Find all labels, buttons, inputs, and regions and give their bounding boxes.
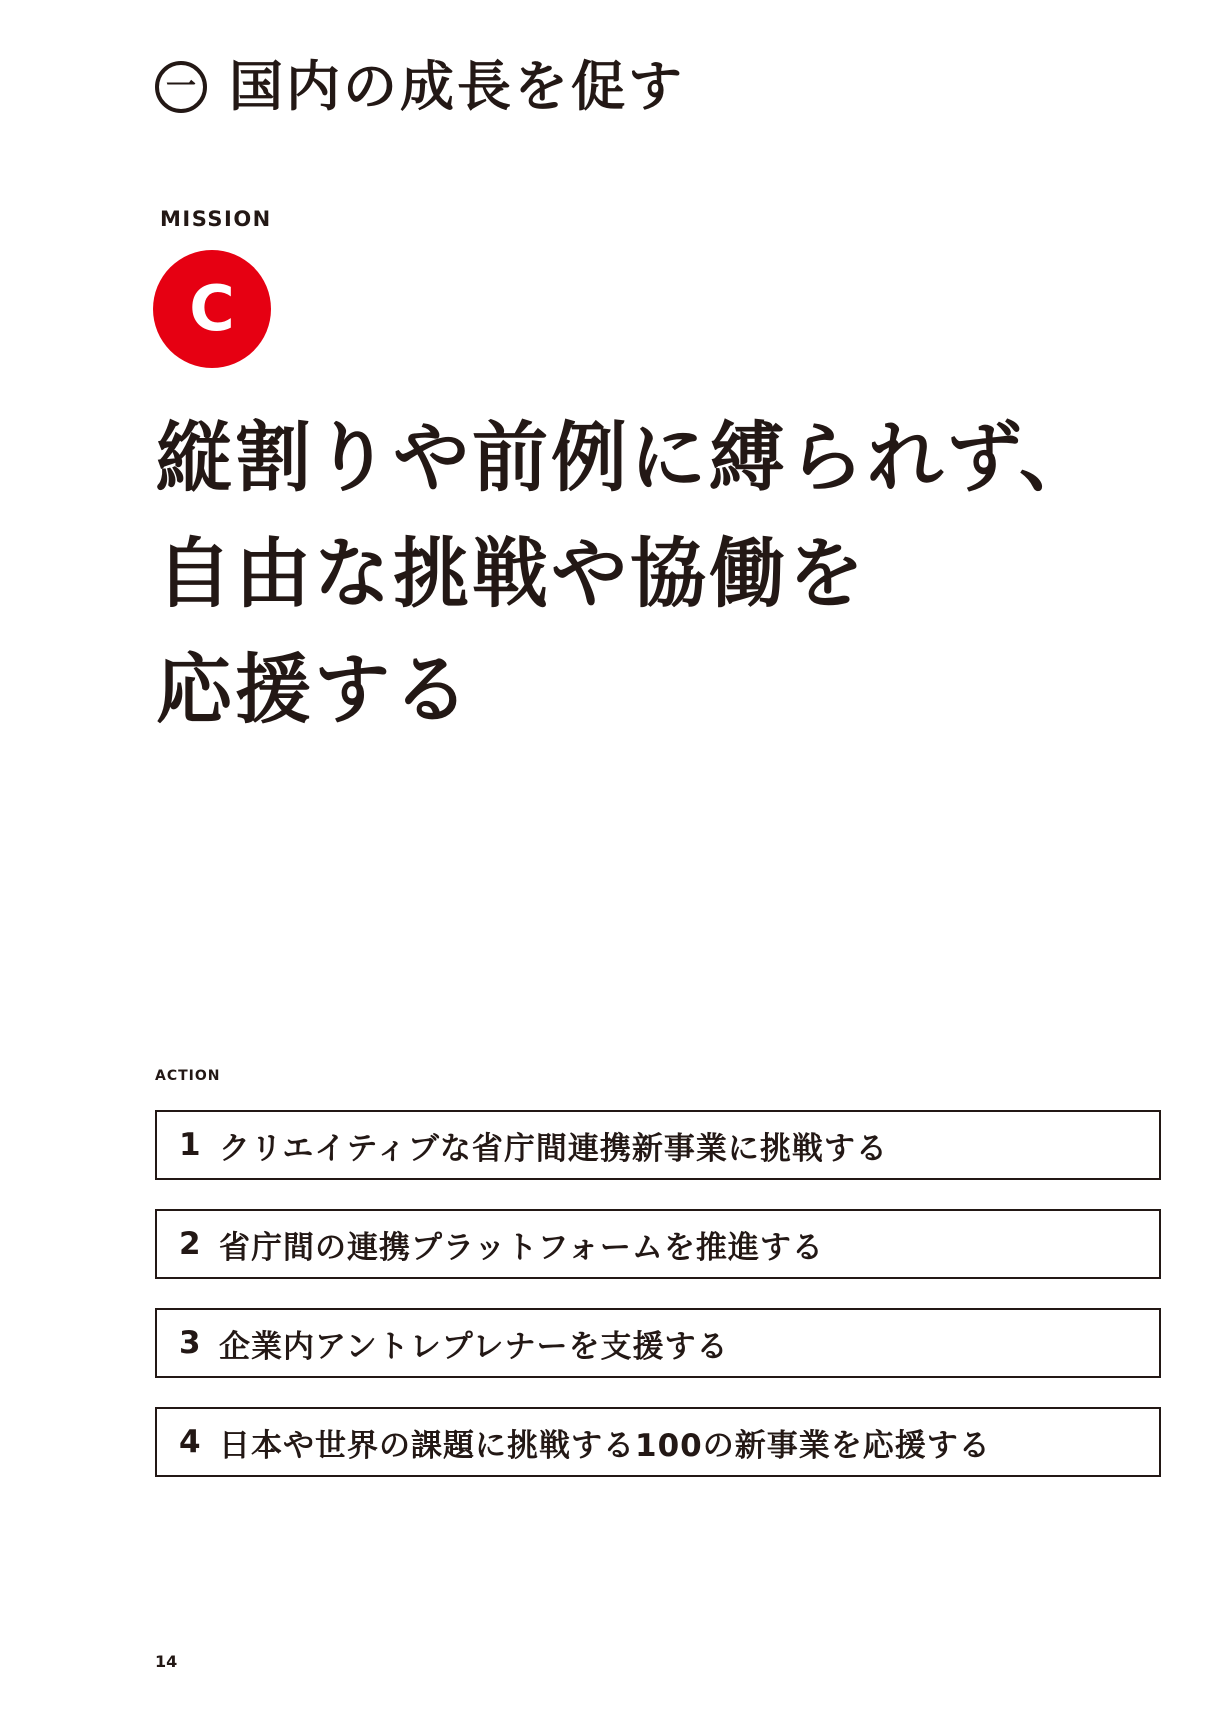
action-item [155, 1209, 1161, 1279]
action-number: 4 [179, 1424, 202, 1460]
headline-line: 自由な挑戦や協働を [156, 529, 867, 618]
action-text: 省庁間の連携プラットフォームを推進する [219, 1229, 824, 1266]
section-number-circle: 一 [155, 61, 207, 113]
action-list [155, 1110, 1161, 1506]
action-number: 3 [179, 1325, 202, 1361]
mission-headline [156, 400, 1156, 748]
section-title: 国内の成長を促す [229, 55, 685, 118]
headline-line: 応援する [156, 645, 472, 734]
action-item [155, 1308, 1161, 1378]
action-number: 2 [179, 1226, 202, 1262]
action-text: 日本や世界の課題に挑戦する100の新事業を応援する [219, 1427, 991, 1464]
page-number: 14 [155, 1652, 178, 1671]
section-header [155, 52, 685, 122]
action-text: クリエイティブな省庁間連携新事業に挑戦する [219, 1130, 888, 1167]
mission-label: MISSION [160, 207, 272, 231]
mission-badge: C [153, 250, 271, 368]
headline-line: 縦割りや前例に縛られず、 [156, 413, 1098, 502]
action-number: 1 [179, 1127, 202, 1163]
action-item [155, 1407, 1161, 1477]
action-item [155, 1110, 1161, 1180]
action-text: 企業内アントレプレナーを支援する [219, 1328, 729, 1365]
action-label: ACTION [155, 1068, 221, 1084]
